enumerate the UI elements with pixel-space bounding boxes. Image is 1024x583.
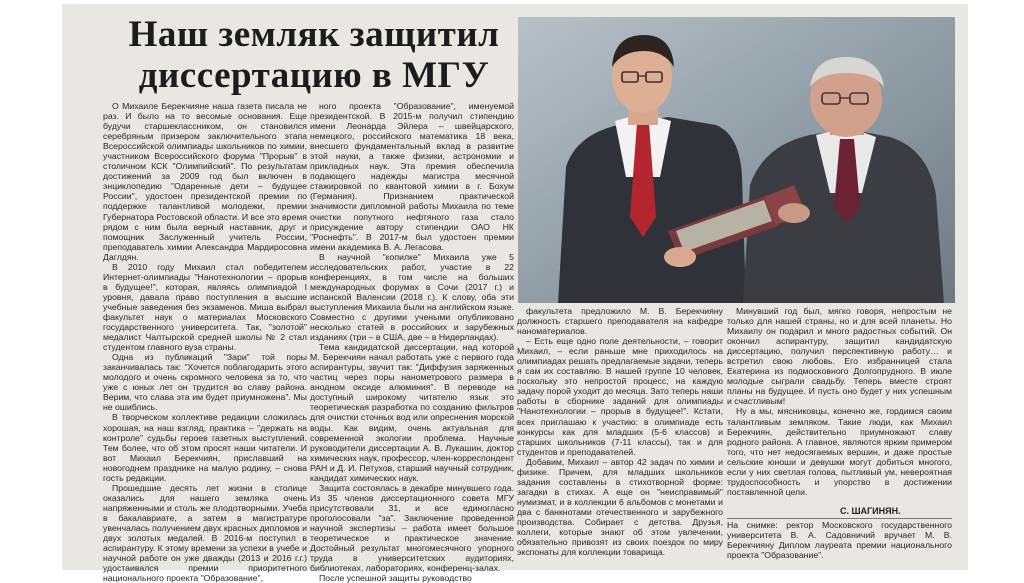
paragraph: Ну а мы, мясниковцы, конечно же, гордимся своим талантливым земляком. Такие люди, как Михаил Берекчиян, действительно приумножают славу родного района. А главное, являются ярким примером того, что нет недосягаемых вершин, и даже простые сельские юноши и девушки могут добиться многого, если у них светлая голова, пытливый ум, невероятная трудоспособность и упорство в достижении поставленной цели. [727,406,952,497]
paragraph: В творческом коллективе редакции сложилась хорошая, на наш взгляд, практика – "держать на контроле" судьбы героев газетных выступлений. Тем более, что об этом просят наши читатели. И вот Михаил Берекчиян, приславший на новогоднем празднике на малую родину, – снова гость редакции. [103,412,307,483]
article-column-1 [103,101,307,583]
paragraph: Добавим, Михаил – автор 42 задач по химии и физике. Причем, для младших школьников задания составлены в стихотворной форме: загадки в стихах. А еще он "неисправимый" нумизмат, и в коллекции 6 альбомов с монетами и два с банкнотами отечественного и зарубежного производства. Собирает с детства. Друзья, коллеги, которые знают об этом увлечении, обязательно привозят из своих поездок по миру экспонаты для коллекции товарища. [517,456,723,558]
paragraph: После успешной защиты руководство [319,573,472,583]
paragraph: Защита состоялась в декабре минувшего года. Из 35 членов диссертационного совета МГУ присутствовали 31, и все единогласно проголосовали "за". Заключение проведенной научной экспертизы – работа имеет большое теоретическое и практическое значение. Достойный результат многомесячного упорного труда в университетских аудиториях, библиотеках, лабораториях, конференц-залах. [310,482,514,574]
paragraph: Тема кандидатской диссертации, над которой М. Берекчиян начал работать уже с первого года аспирантуры, звучит так: "Диффузия заряженных частиц через поры нанометрового размера в анодном оксиде алюминия". В переводе на доступный широкому читателю язык это теоретическая разработка по созданию фильтров для очистки сточных вод или опреснения морской воды. Как видим, очень актуальная для современной экологии проблема. Научные руководители диссертации А. В. Лукашин, доктор химических наук, профессор, член-корреспондент РАН и Д. И. Петухов, старший научный сотрудник, кандидат химических наук. [310,342,514,483]
award-photo [518,17,955,303]
author-signature: С. ШАГИНЯН. [840,506,901,516]
paragraph: факультета предложило М. В. Берекчияну должность старшего преподавателя на кафедре наноматериалов. [517,306,723,337]
photo-caption: На снимке: ректор Московского государственного университета В. А. Садовничий вручает М. В. Берекчияну Диплом лауреата премии национального проекта "Образование". [727,520,952,560]
paragraph: Минувший год был, мягко говоря, непростым не только для нашей страны, но и для всей планеты. Но Михаилу он подарил и много радостных событий. Он окончил аспирантуру, защитил кандидатскую диссертацию, получил перспективную работу… и встретил свою любовь. Его избранницей стала Екатерина из подмосковного Долгопрудного. В июле молодые сыграли свадьбу. Теперь вместе строят планы на будущее. И пусть оно будет у них успешным и счастливым! [727,306,952,407]
article-column-3 [517,306,723,558]
paragraph: О Михаиле Берекчияне наша газета писала не раз. И было на то весомые основания. Еще будучи старшеклассником, он становился серебряным призером заключительного этапа Всероссийской олимпиады школьников по химии, участником Всероссийского форума "Прорыв" в столичном КСК "Олимпийский". По результатам достижений за 2009 год был включен в энциклопедию "Одаренные дети – будущее России", удостоен президентской премии по поддержке талантливой молодежи, премии Губернатора Ростовской области. И все это время рядом с ним была верный наставник, друг и помощник Заслуженный учитель России, преподаватель химии Александра Мардиросовна Даглдян. [103,101,307,262]
paragraph: – Есть еще одно поле деятельности, – говорит Михаил, – если раньше мне приходилось на олимпиадах решать предлагаемые задачи, теперь я сам их составляю. В нашей группе 10 человек, поскольку это непростой процесс, на каждую задачу порой уходит до месяца. Зато теперь наши работы в сборнике заданий для олимпиады "Нанотехнологии – прорыв в будущее!". Кстати, всех приглашаю к участию: в олимпиаде есть конкурсы как для младших (5-6 классов) и старших школьников (7-11 классы), так и для студентов и преподавателей. [517,336,723,457]
paragraph: В 2010 году Михаил стал победителем Интернет-олимпиады "Нанотехнологии – прорыв в будущее!", которая, являясь олимпиадой I уровня, давала право поступления в высшие учебные заведения без экзаменов. Миша выбрал факультет наук о материалах Московского государственного университета. Так, "золотой" медалист Чалтырской средней школы № 2 стал студентом главного вуза страны. [103,261,307,353]
paragraph: ного проекта "Образование", именуемой президентской. В 2015-м получил стипендию имени Леонарда Эйлера – швейцарского, немецкого, российского математика 18 века, внесшего фундаментальный вклад в развитие этой науки, а также физики, астрономии и прикладных наук. Эта премия обеспечила подающего надежды магистра месячной стажировкой по квантовой химии в г. Бохум (Германия). Признанием практической значимости дипломной работы Михаила по теме очистки попутного нефтяного газа стало присуждение автору стипендии ОАО НК "Роснефть". В 2017-м был удостоен премии имени академика В. А. Легасова. [310,101,514,252]
article-column-2 [310,101,514,583]
paragraph: В научной "копилке" Михаила уже 5 исследовательских работ, участие в 22 конференциях, в том числе на больших международных форумах в Сочи (2017 г.) и испанской Валенсии (2018 г.). К слову, оба эти выступления Михаила были на английском языке. Совместно с другими учеными опубликовано несколько статей в российских и зарубежных изданиях (три – в США, две – в Нидерландах). [310,251,514,343]
headline: Наш земляк защитил диссертацию в МГУ [128,14,500,96]
paragraph: Прошедшие десять лет жизни в столице оказались для нашего земляка очень напряженными и столь же плодотворными. Учеба в бакалавриате, а затем в магистратуре увенчалась получением двух красных дипломов и двух золотых медалей. В 2016-м поступил в аспирантуру. К этому времени за успехи в учебе и научной работе он уже дважды (2013 и 2016 г.г.) удостаивался премии приоритетного национального проекта "Образование", [103,482,307,583]
paragraph: Одна из публикаций "Зари" той поры заканчивалась так: "Хочется поблагодарить этого молодого и очень скромного человека за то, что уже с юных лет он трудится во славу района. Верим, что слава эта им будет приумножена". Мы не ошиблись. [103,352,307,413]
caption-divider [727,518,952,519]
article-column-4 [727,306,952,504]
